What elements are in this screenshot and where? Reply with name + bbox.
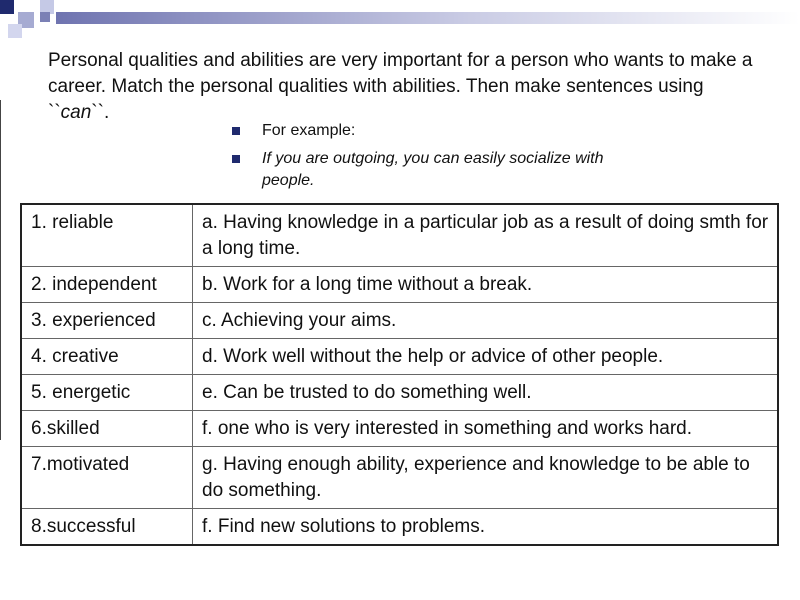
ability-cell: f. Find new solutions to problems. xyxy=(193,509,779,546)
slide-header-decoration xyxy=(0,0,800,40)
ability-cell: b. Work for a long time without a break. xyxy=(193,267,779,303)
table-row xyxy=(21,339,778,375)
ability-cell: f. one who is very interested in something and works hard. xyxy=(193,411,779,447)
quality-cell: 7.motivated xyxy=(21,447,193,509)
bullet-square-icon xyxy=(232,155,240,163)
ability-cell: e. Can be trusted to do something well. xyxy=(193,375,779,411)
table-row xyxy=(21,303,778,339)
quality-cell: 3. experienced xyxy=(21,303,193,339)
ability-cell: c. Achieving your aims. xyxy=(193,303,779,339)
table-row xyxy=(21,509,778,546)
table-row xyxy=(21,411,778,447)
quality-cell: 2. independent xyxy=(21,267,193,303)
instruction-end: ``. xyxy=(91,102,110,123)
table-row xyxy=(21,267,778,303)
instruction-body: Personal qualities and abilities are very important for a person who wants to make a career. Match the personal qualities with abilities. Then make sentences using `` xyxy=(48,50,753,123)
list-item xyxy=(232,120,632,142)
instruction-emphasis: can xyxy=(60,102,92,123)
decor-square xyxy=(40,12,50,22)
example-label: For example: xyxy=(262,122,356,139)
bullet-square-icon xyxy=(232,127,240,135)
ability-cell: g. Having enough ability, experience and knowledge to be able to do something. xyxy=(193,447,779,509)
instruction-text xyxy=(48,48,768,126)
example-sentence: If you are outgoing, you can easily socialize with people. xyxy=(262,150,604,189)
quality-cell: 6.skilled xyxy=(21,411,193,447)
quality-cell: 8.successful xyxy=(21,509,193,546)
matching-table xyxy=(20,203,779,546)
header-gradient-bar xyxy=(56,12,800,24)
list-item xyxy=(232,148,632,192)
table-row xyxy=(21,375,778,411)
quality-cell: 4. creative xyxy=(21,339,193,375)
decor-square xyxy=(0,0,14,14)
quality-cell: 1. reliable xyxy=(21,204,193,267)
table-row xyxy=(21,447,778,509)
left-divider xyxy=(0,100,1,440)
quality-cell: 5. energetic xyxy=(21,375,193,411)
ability-cell: d. Work well without the help or advice of other people. xyxy=(193,339,779,375)
table-row xyxy=(21,204,778,267)
decor-square xyxy=(8,24,22,38)
example-list xyxy=(232,120,632,198)
ability-cell: a. Having knowledge in a particular job as a result of doing smth for a long time. xyxy=(193,204,779,267)
